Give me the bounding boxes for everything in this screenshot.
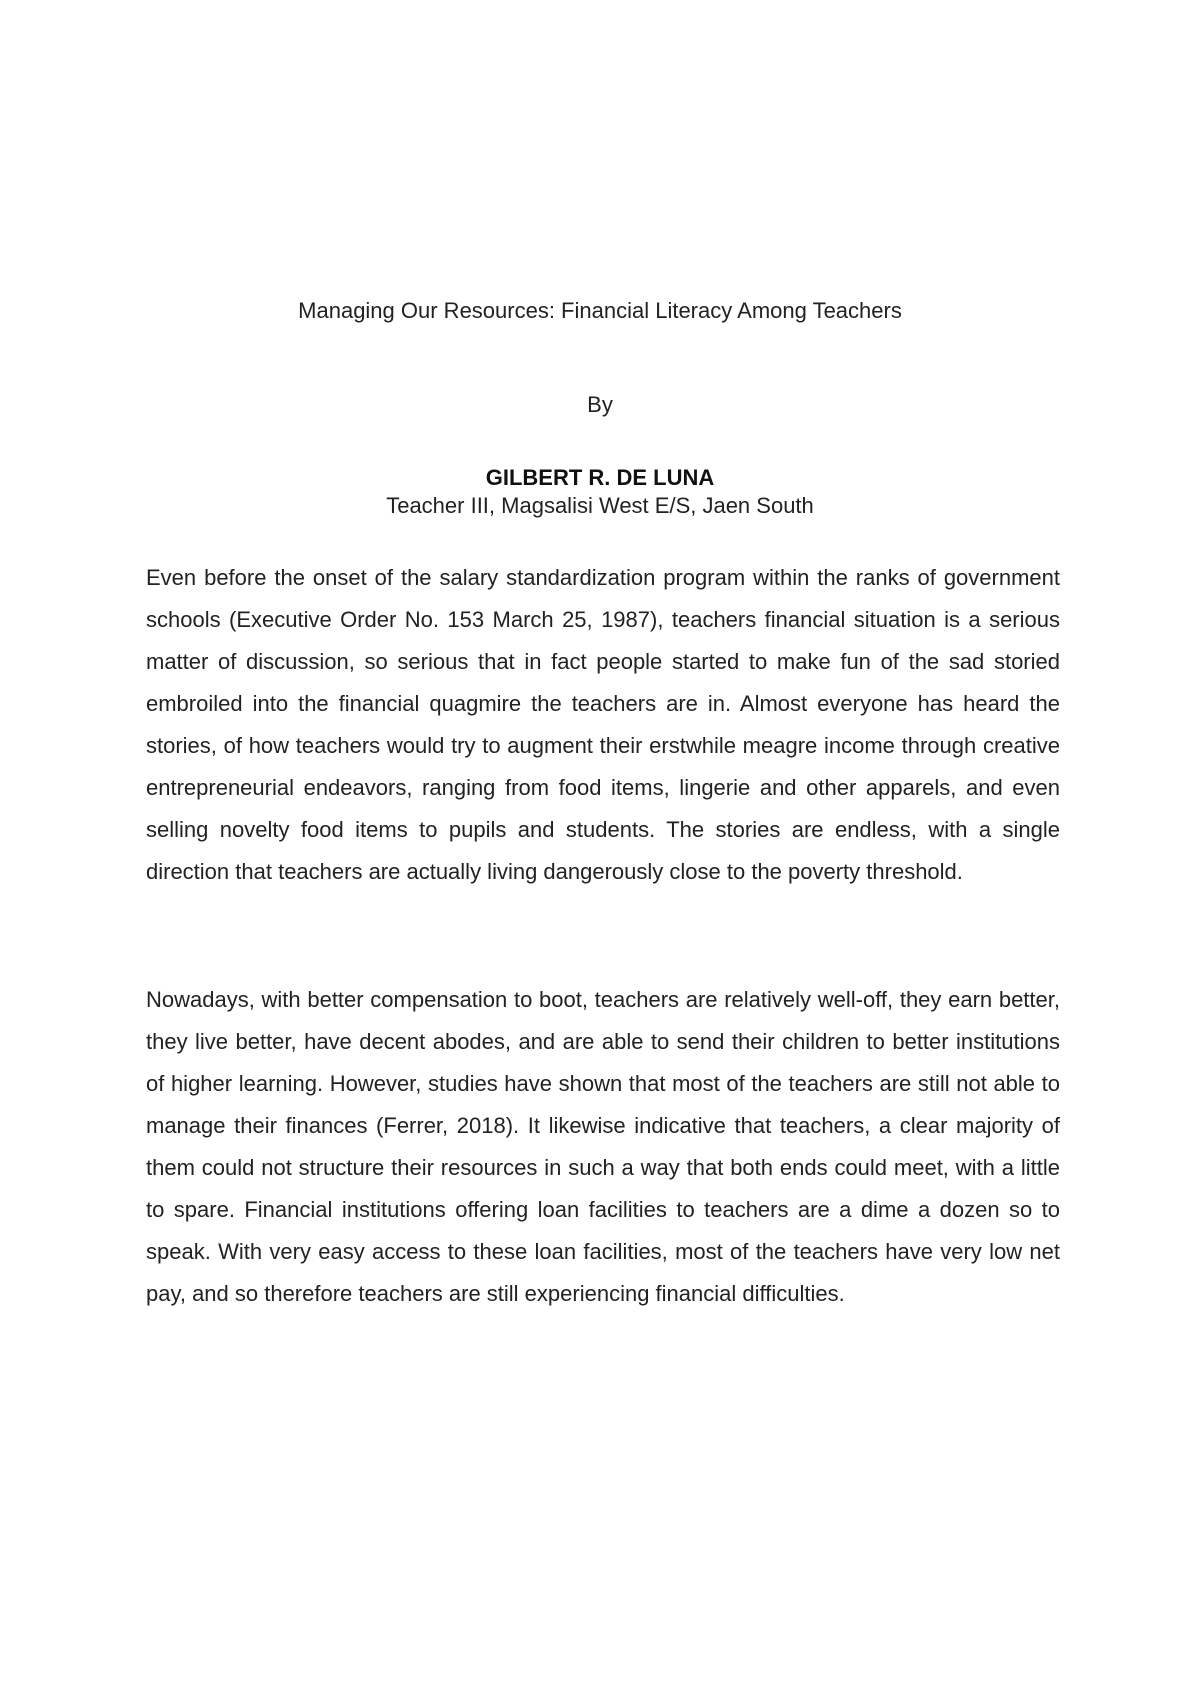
- body-paragraph-1: Even before the onset of the salary standardization program within the ranks of government schools (Executive Order No. 153 March 25, 1987), teachers financial situation is a serious matter of discussion, so serious that in fact people started to make fun of the sad storied embroiled into the financial quagmire the teachers are in. Almost everyone has heard the stories, of how teachers would try to augment their erstwhile meagre income through creative entrepreneurial endeavors, ranging from food items, lingerie and other apparels, and even selling novelty food items to pupils and students. The stories are endless, with a single direction that teachers are actually living dangerously close to the poverty threshold.: [146, 565, 1060, 884]
- body-paragraph-2: Nowadays, with better compensation to boot, teachers are relatively well-off, they earn better, they live better, have decent abodes, and are able to send their children to better institutions of higher learning. However, studies have shown that most of the teachers are still not able to manage their finances (Ferrer, 2018). It likewise indicative that teachers, a clear majority of them could not structure their resources in such a way that both ends could meet, with a little to spare. Financial institutions offering loan facilities to teachers are a dime a dozen so to speak. With very easy access to these loan facilities, most of the teachers have very low net pay, and so therefore teachers are still experiencing financial difficulties.: [146, 987, 1060, 1306]
- author-name: GILBERT R. DE LUNA: [485, 465, 715, 490]
- author-affiliation: Teacher III, Magsalisi West E/S, Jaen South: [386, 493, 814, 518]
- by-label: By: [587, 392, 613, 417]
- document-title: Managing Our Resources: Financial Literacy Among Teachers: [298, 298, 902, 323]
